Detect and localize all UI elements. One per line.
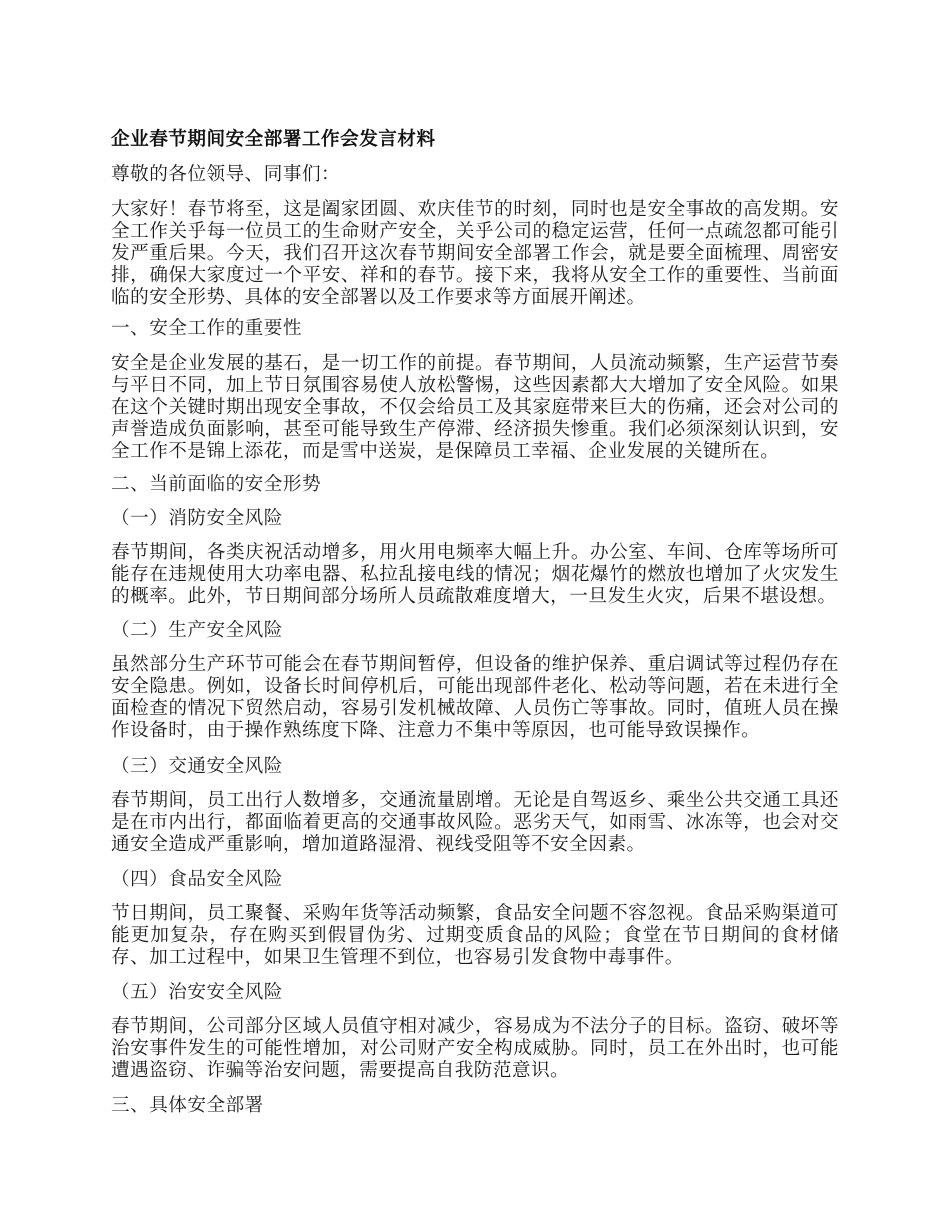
subsection-traffic-body: 春节期间，员工出行人数增多，交通流量剧增。无论是自驾返乡、乘坐公共交通工具还是在市内出行，都面临着更高的交通事故风险。恶劣天气，如雨雪、冰冻等，也会对交通安全造成严重影响，增加道路湿滑、视线受阻等不安全因素。	[111, 790, 839, 855]
subsection-production-body: 虽然部分生产环节可能会在春节期间暂停，但设备的维护保养、重启调试等过程仍存在安全隐患。例如，设备长时间停机后，可能出现部件老化、松动等问题，若在未进行全面检查的情况下贸然启动，容易引发机械故障、人员伤亡等事故。同时，值班人员在操作设备时，由于操作熟练度下降、注意力不集中等原因，也可能导致误操作。	[111, 654, 839, 741]
subsection-security-heading: （五）治安安全风险	[111, 982, 283, 1003]
subsection-fire-heading: （一）消防安全风险	[111, 508, 283, 529]
subsection-traffic-heading: （三）交通安全风险	[111, 756, 283, 777]
intro-paragraph: 大家好！春节将至，这是阖家团圆、欢庆佳节的时刻，同时也是安全事故的高发期。安全工作关乎每一位员工的生命财产安全，关乎公司的稳定运营，任何一点疏忽都可能引发严重后果。今天，我们召开这次春节期间安全部署工作会，就是要全面梳理、周密安排，确保大家度过一个平安、祥和的春节。接下来，我将从安全工作的重要性、当前面临的安全形势、具体的安全部署以及工作要求等方面展开阐述。	[111, 199, 839, 308]
subsection-food-body: 节日期间，员工聚餐、采购年货等活动频繁，食品安全问题不容忽视。食品采购渠道可能更加复杂，存在购买到假冒伪劣、过期变质食品的风险；食堂在节日期间的食材储存、加工过程中，如果卫生管理不到位，也容易引发食物中毒事件。	[111, 903, 839, 968]
subsection-production-heading: （二）生产安全风险	[111, 620, 283, 641]
salutation: 尊敬的各位领导、同事们：	[111, 164, 341, 185]
subsection-security-body: 春节期间，公司部分区域人员值守相对减少，容易成为不法分子的目标。盗窃、破坏等治安事件发生的可能性增加，对公司财产安全构成威胁。同时，员工在外出时，也可能遭遇盗窃、诈骗等治安问题，需要提高自我防范意识。	[111, 1016, 839, 1081]
section-3-heading: 三、具体安全部署	[111, 1095, 264, 1116]
document-title: 企业春节期间安全部署工作会发言材料	[111, 129, 436, 150]
subsection-food-heading: （四）食品安全风险	[111, 869, 283, 890]
subsection-fire-body: 春节期间，各类庆祝活动增多，用火用电频率大幅上升。办公室、车间、仓库等场所可能存在违规使用大功率电器、私拉乱接电线的情况；烟花爆竹的燃放也增加了火灾发生的概率。此外，节日期间部分场所人员疏散难度增大，一旦发生火灾，后果不堪设想。	[111, 542, 839, 607]
section-2-heading: 二、当前面临的安全形势	[111, 474, 322, 495]
section-1-heading: 一、安全工作的重要性	[111, 318, 302, 339]
section-1-body: 安全是企业发展的基石，是一切工作的前提。春节期间，人员流动频繁，生产运营节奏与平日不同，加上节日氛围容易使人放松警惕，这些因素都大大增加了安全风险。如果在这个关键时期出现安全事故，不仅会给员工及其家庭带来巨大的伤痛，还会对公司的声誉造成负面影响，甚至可能导致生产停滞、经济损失惨重。我们必须深刻认识到，安全工作不是锦上添花，而是雪中送炭，是保障员工幸福、企业发展的关键所在。	[111, 353, 839, 462]
